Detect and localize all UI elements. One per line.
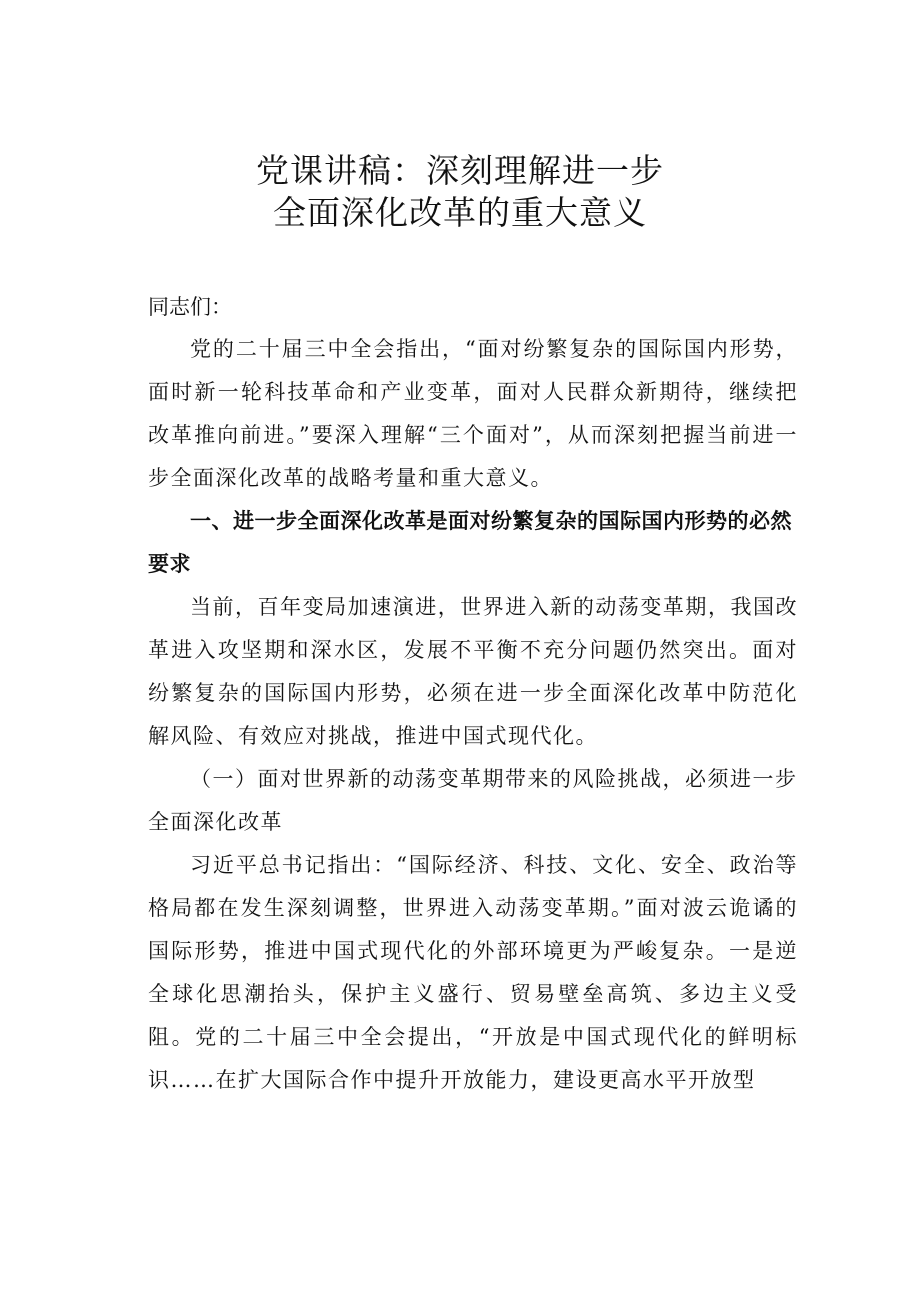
title-line-2: 全面深化改革的重大意义: [273, 193, 647, 232]
salutation: 同志们：: [148, 295, 232, 319]
document-body: [148, 286, 798, 1102]
intro-paragraph: 党的二十届三中全会指出，“面对纷繁复杂的国际国内形势，面时新一轮科技革命和产业变革，面对人民群众新期待，继续把改革推向前进。”要深入理解“三个面对”，从而深刻把握当前进一步全面深化改革的战略考量和重大意义。: [148, 337, 798, 490]
section-heading-1: 一、进一步全面深化改革是面对纷繁复杂的国际国内形势的必然要求: [148, 509, 792, 576]
title-line-1: 党课讲稿：深刻理解进一步: [256, 151, 664, 190]
subsection-heading-1: （一）面对世界新的动荡变革期带来的风险挑战，必须进一步全面深化改革: [148, 767, 798, 834]
section-1-paragraph: 当前，百年变局加速演进，世界进入新的动荡变革期，我国改革进入攻坚期和深水区，发展不平衡不充分问题仍然突出。面对纷繁复杂的国际国内形势，必须在进一步全面深化改革中防范化解风险、有效应对挑战，推进中国式现代化。: [148, 595, 798, 748]
document-title: [0, 150, 920, 234]
subsection-1-paragraph: 习近平总书记指出：“国际经济、科技、文化、安全、政治等格局都在发生深刻调整，世界进入动荡变革期。”面对波云诡谲的国际形势，推进中国式现代化的外部环境更为严峻复杂。一是逆全球化思潮抬头，保护主义盛行、贸易壁垒高筑、多边主义受阻。党的二十届三中全会提出，“开放是中国式现代化的鲜明标识……在扩大国际合作中提升开放能力，建设更高水平开放型: [148, 853, 798, 1092]
